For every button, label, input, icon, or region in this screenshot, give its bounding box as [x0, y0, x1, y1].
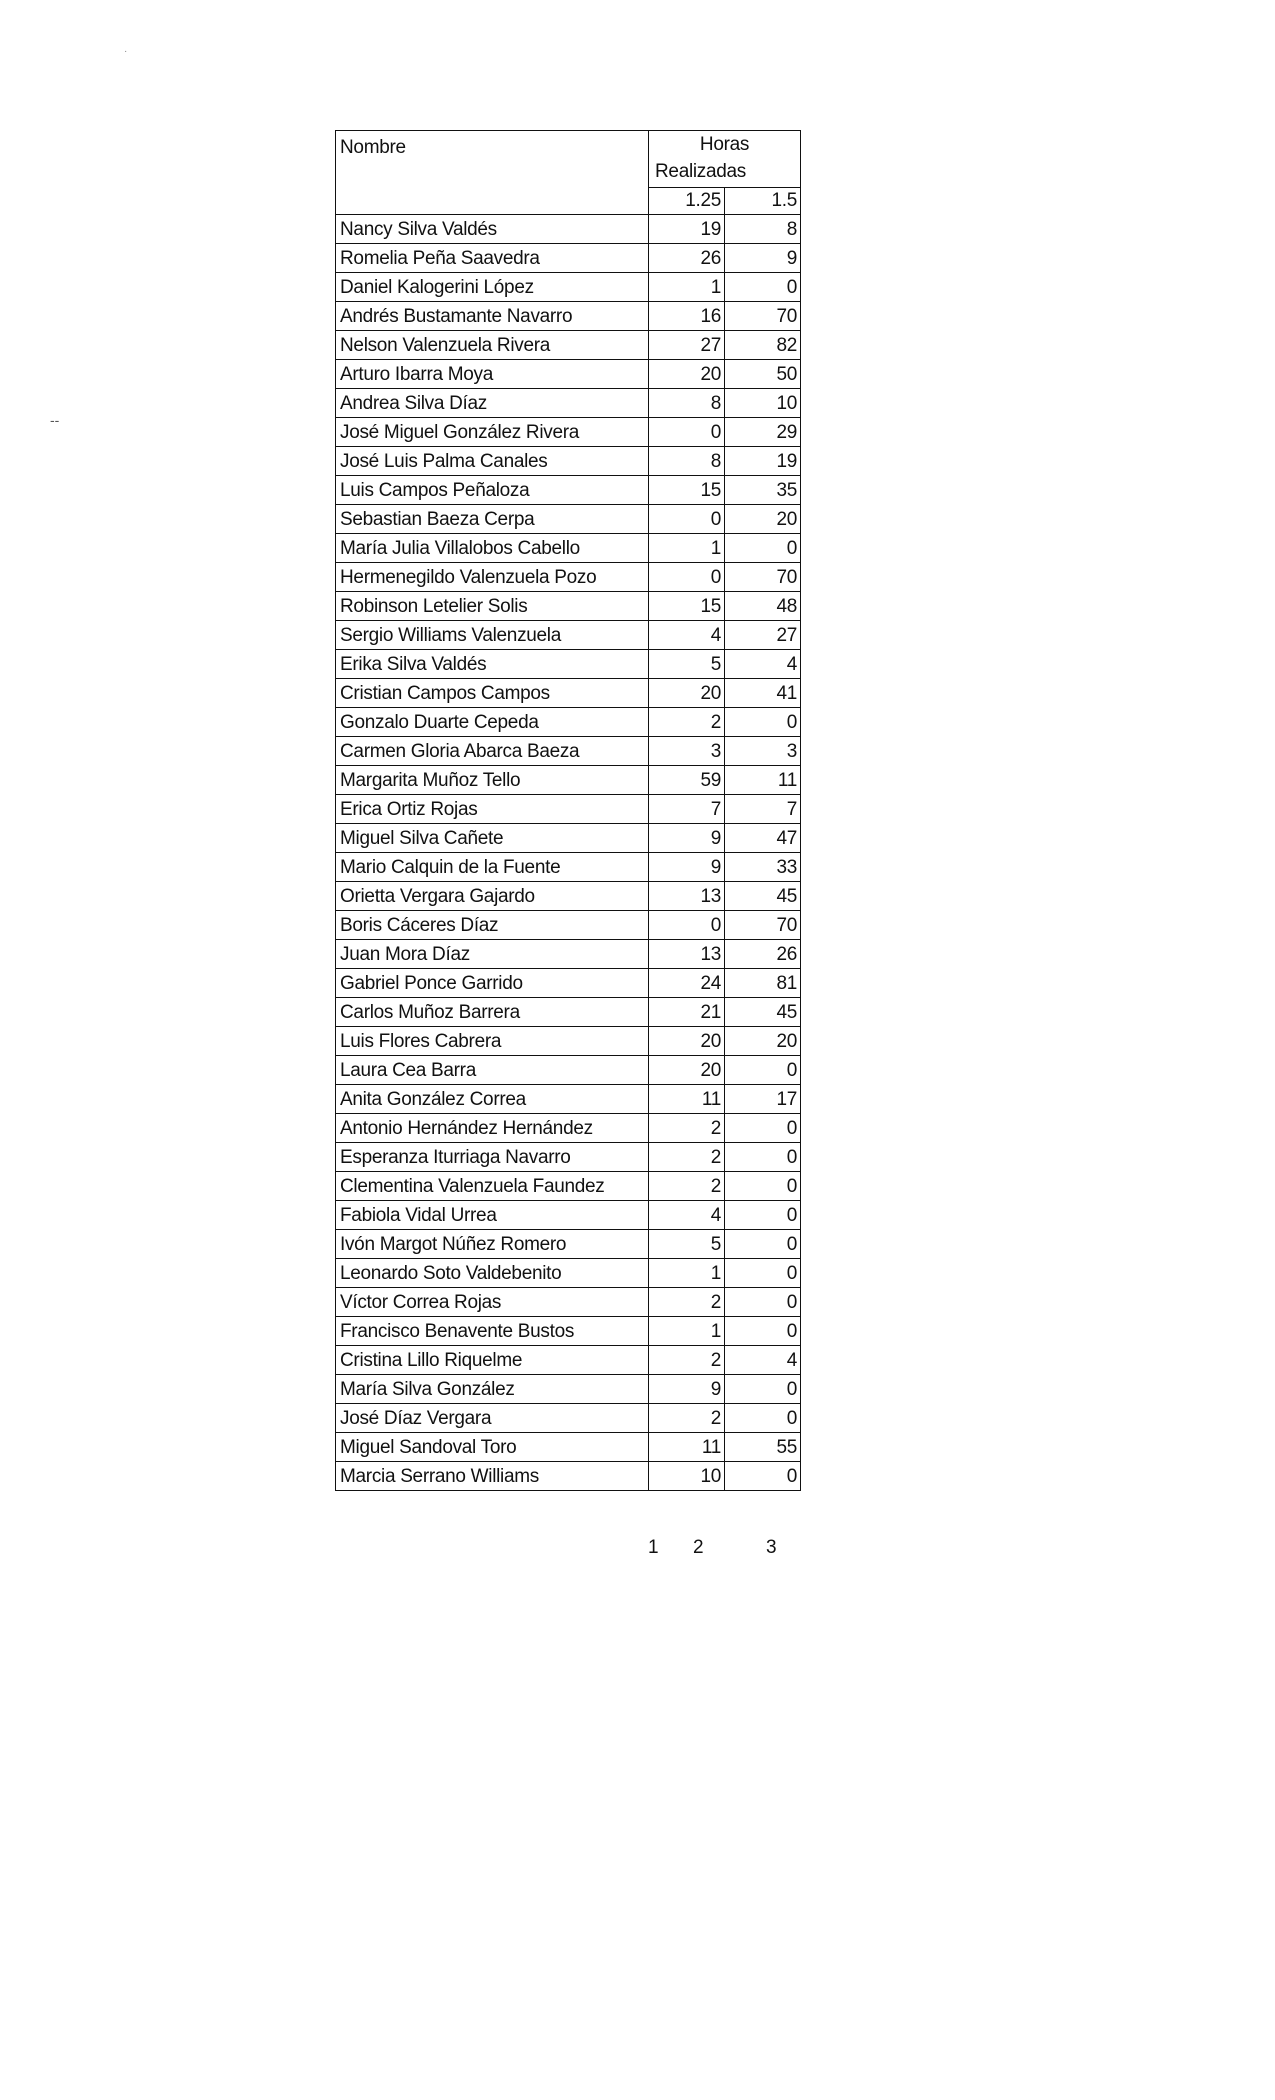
hours-125-cell: 1 — [649, 1317, 725, 1346]
employee-name-cell: Erica Ortiz Rojas — [336, 795, 649, 824]
employee-name-cell: Ivón Margot Núñez Romero — [336, 1230, 649, 1259]
table-row — [336, 1201, 801, 1230]
table-row — [336, 882, 801, 911]
table-row — [336, 331, 801, 360]
hours-125-cell: 2 — [649, 1143, 725, 1172]
hours-15-cell: 0 — [725, 1056, 801, 1085]
table-row — [336, 389, 801, 418]
table-row — [336, 1375, 801, 1404]
hours-header-line2: Realizadas — [655, 161, 746, 182]
employee-name-cell: Orietta Vergara Gajardo — [336, 882, 649, 911]
hours-125-cell: 1 — [649, 273, 725, 302]
hours-15-cell: 0 — [725, 1172, 801, 1201]
hours-15-cell: 26 — [725, 940, 801, 969]
employee-name-cell: Romelia Peña Saavedra — [336, 244, 649, 273]
hours-125-cell: 7 — [649, 795, 725, 824]
employee-name-cell: Esperanza Iturriaga Navarro — [336, 1143, 649, 1172]
hours-15-cell: 45 — [725, 882, 801, 911]
hours-125-cell: 11 — [649, 1433, 725, 1462]
hours-15-cell: 4 — [725, 650, 801, 679]
table-row — [336, 302, 801, 331]
employee-name-cell: Marcia Serrano Williams — [336, 1462, 649, 1491]
hours-15-cell: 0 — [725, 1114, 801, 1143]
table-row — [336, 998, 801, 1027]
employee-name-cell: Nelson Valenzuela Rivera — [336, 331, 649, 360]
hours-table — [335, 130, 801, 1491]
table-row — [336, 1259, 801, 1288]
employee-name-cell: Carmen Gloria Abarca Baeza — [336, 737, 649, 766]
hours-15-cell: 82 — [725, 331, 801, 360]
table-row — [336, 1230, 801, 1259]
hours-15-cell: 81 — [725, 969, 801, 998]
hours-15-cell: 29 — [725, 418, 801, 447]
hours-15-cell: 17 — [725, 1085, 801, 1114]
table-row — [336, 737, 801, 766]
table-row — [336, 592, 801, 621]
hours-125-cell: 20 — [649, 679, 725, 708]
hours-125-cell: 1 — [649, 1259, 725, 1288]
table-row — [336, 476, 801, 505]
hours-15-cell: 0 — [725, 273, 801, 302]
employee-name-cell: Francisco Benavente Bustos — [336, 1317, 649, 1346]
employee-name-cell: Luis Flores Cabrera — [336, 1027, 649, 1056]
table-row — [336, 795, 801, 824]
column-number-footer — [0, 1537, 1275, 1563]
table-row — [336, 1288, 801, 1317]
employee-name-cell: Robinson Letelier Solis — [336, 592, 649, 621]
hours-15-cell: 20 — [725, 505, 801, 534]
hours-15-cell: 70 — [725, 563, 801, 592]
hours-15-cell: 41 — [725, 679, 801, 708]
table-row — [336, 360, 801, 389]
table-row — [336, 1027, 801, 1056]
employee-name-cell: José Díaz Vergara — [336, 1404, 649, 1433]
employee-name-cell: Margarita Muñoz Tello — [336, 766, 649, 795]
table-row — [336, 940, 801, 969]
hours-15-cell: 27 — [725, 621, 801, 650]
employee-name-cell: Sergio Williams Valenzuela — [336, 621, 649, 650]
hours-15-cell: 0 — [725, 1259, 801, 1288]
employee-name-cell: Miguel Sandoval Toro — [336, 1433, 649, 1462]
hours-15-cell: 20 — [725, 1027, 801, 1056]
hours-15-cell: 7 — [725, 795, 801, 824]
hours-125-cell: 4 — [649, 1201, 725, 1230]
employee-name-cell: Gabriel Ponce Garrido — [336, 969, 649, 998]
hours-125-cell: 2 — [649, 1114, 725, 1143]
hours-15-cell: 19 — [725, 447, 801, 476]
table-row — [336, 1114, 801, 1143]
hours-125-cell: 20 — [649, 1027, 725, 1056]
hours-125-cell: 26 — [649, 244, 725, 273]
table-row — [336, 1346, 801, 1375]
table-row — [336, 853, 801, 882]
table-row — [336, 505, 801, 534]
hours-15-cell: 0 — [725, 1317, 801, 1346]
hours-125-cell: 5 — [649, 650, 725, 679]
table-row — [336, 1317, 801, 1346]
hours-15-cell: 70 — [725, 302, 801, 331]
hours-15-cell: 0 — [725, 1230, 801, 1259]
hours-15-cell: 55 — [725, 1433, 801, 1462]
table-row — [336, 650, 801, 679]
hours-125-cell: 4 — [649, 621, 725, 650]
employee-name-cell: Daniel Kalogerini López — [336, 273, 649, 302]
hours-15-cell: 0 — [725, 1375, 801, 1404]
footer-col-1: 1 — [648, 1537, 659, 1558]
hours-125-cell: 2 — [649, 1346, 725, 1375]
table-row — [336, 1143, 801, 1172]
hours-15-cell: 35 — [725, 476, 801, 505]
table-row — [336, 1462, 801, 1491]
hours-15-cell: 9 — [725, 244, 801, 273]
hours-15-cell: 0 — [725, 1404, 801, 1433]
hours-15-cell: 70 — [725, 911, 801, 940]
hours-125-cell: 13 — [649, 882, 725, 911]
hours-125-cell: 11 — [649, 1085, 725, 1114]
employee-name-cell: María Julia Villalobos Cabello — [336, 534, 649, 563]
hours-15-cell: 3 — [725, 737, 801, 766]
hours-15-cell: 48 — [725, 592, 801, 621]
employee-name-cell: Miguel Silva Cañete — [336, 824, 649, 853]
employee-name-cell: Fabiola Vidal Urrea — [336, 1201, 649, 1230]
hours-125-cell: 0 — [649, 911, 725, 940]
employee-name-cell: Hermenegildo Valenzuela Pozo — [336, 563, 649, 592]
employee-name-cell: José Luis Palma Canales — [336, 447, 649, 476]
hours-125-cell: 21 — [649, 998, 725, 1027]
employee-name-cell: Luis Campos Peñaloza — [336, 476, 649, 505]
hours-15-cell: 4 — [725, 1346, 801, 1375]
table-row — [336, 447, 801, 476]
hours-125-cell: 24 — [649, 969, 725, 998]
hours-15-cell: 0 — [725, 1288, 801, 1317]
table-row — [336, 621, 801, 650]
scan-speck: · — [124, 46, 128, 57]
table-row — [336, 679, 801, 708]
employee-name-cell: Sebastian Baeza Cerpa — [336, 505, 649, 534]
table-row — [336, 1056, 801, 1085]
table-row — [336, 1404, 801, 1433]
hours-125-cell: 27 — [649, 331, 725, 360]
table-row — [336, 215, 801, 244]
employee-name-cell: Antonio Hernández Hernández — [336, 1114, 649, 1143]
table-row — [336, 708, 801, 737]
table-row — [336, 273, 801, 302]
hours-15-cell: 33 — [725, 853, 801, 882]
employee-name-cell: Anita González Correa — [336, 1085, 649, 1114]
employee-name-cell: Mario Calquin de la Fuente — [336, 853, 649, 882]
hours-125-cell: 13 — [649, 940, 725, 969]
hours-125-cell: 16 — [649, 302, 725, 331]
footer-col-3: 3 — [766, 1537, 777, 1558]
hours-125-cell: 2 — [649, 1288, 725, 1317]
employee-name-cell: Cristina Lillo Riquelme — [336, 1346, 649, 1375]
hours-15-cell: 47 — [725, 824, 801, 853]
hours-header-line1: Horas — [699, 134, 750, 155]
hours-125-cell: 15 — [649, 592, 725, 621]
employee-name-cell: Víctor Correa Rojas — [336, 1288, 649, 1317]
table-row — [336, 534, 801, 563]
employee-name-cell: José Miguel González Rivera — [336, 418, 649, 447]
employee-name-cell: Arturo Ibarra Moya — [336, 360, 649, 389]
scan-dash-mark: -- — [50, 412, 60, 428]
name-column-header: Nombre — [336, 131, 649, 215]
table-row — [336, 1172, 801, 1201]
hours-125-cell: 20 — [649, 1056, 725, 1085]
employee-name-cell: Clementina Valenzuela Faundez — [336, 1172, 649, 1201]
hours-125-cell: 8 — [649, 389, 725, 418]
hours-125-cell: 9 — [649, 853, 725, 882]
employee-name-cell: Leonardo Soto Valdebenito — [336, 1259, 649, 1288]
hours-125-cell: 59 — [649, 766, 725, 795]
hours-15-cell: 8 — [725, 215, 801, 244]
employee-name-cell: Juan Mora Díaz — [336, 940, 649, 969]
hours-125-cell: 9 — [649, 1375, 725, 1404]
hours-125-cell: 2 — [649, 1172, 725, 1201]
hours-15-cell: 0 — [725, 1462, 801, 1491]
table-row — [336, 244, 801, 273]
hours-125-cell: 9 — [649, 824, 725, 853]
hours-125-cell: 0 — [649, 563, 725, 592]
table-row — [336, 824, 801, 853]
table-row — [336, 1433, 801, 1462]
header-row — [336, 131, 801, 188]
hours-125-cell: 1 — [649, 534, 725, 563]
hours-125-cell: 0 — [649, 418, 725, 447]
table-row — [336, 969, 801, 998]
employee-name-cell: Cristian Campos Campos — [336, 679, 649, 708]
hours-125-cell: 5 — [649, 1230, 725, 1259]
employee-name-cell: Erika Silva Valdés — [336, 650, 649, 679]
hours-15-cell: 11 — [725, 766, 801, 795]
employee-name-cell: María Silva González — [336, 1375, 649, 1404]
hours-125-cell: 15 — [649, 476, 725, 505]
employee-name-cell: Boris Cáceres Díaz — [336, 911, 649, 940]
footer-col-2: 2 — [693, 1537, 704, 1558]
hours-125-cell: 3 — [649, 737, 725, 766]
hours-15-cell: 0 — [725, 708, 801, 737]
employee-name-cell: Andrea Silva Díaz — [336, 389, 649, 418]
hours-15-cell: 45 — [725, 998, 801, 1027]
rate-15-header: 1.5 — [725, 188, 801, 215]
table-row — [336, 766, 801, 795]
hours-15-cell: 0 — [725, 1143, 801, 1172]
hours-column-header — [649, 131, 801, 188]
table-row — [336, 418, 801, 447]
hours-125-cell: 10 — [649, 1462, 725, 1491]
employee-name-cell: Carlos Muñoz Barrera — [336, 998, 649, 1027]
table-row — [336, 911, 801, 940]
employee-name-cell: Andrés Bustamante Navarro — [336, 302, 649, 331]
hours-15-cell: 0 — [725, 1201, 801, 1230]
hours-125-cell: 0 — [649, 505, 725, 534]
hours-15-cell: 10 — [725, 389, 801, 418]
employee-name-cell: Laura Cea Barra — [336, 1056, 649, 1085]
employee-name-cell: Nancy Silva Valdés — [336, 215, 649, 244]
employee-name-cell: Gonzalo Duarte Cepeda — [336, 708, 649, 737]
hours-15-cell: 0 — [725, 534, 801, 563]
hours-125-cell: 2 — [649, 708, 725, 737]
hours-125-cell: 20 — [649, 360, 725, 389]
table-row — [336, 563, 801, 592]
rate-125-header: 1.25 — [649, 188, 725, 215]
table-row — [336, 1085, 801, 1114]
hours-125-cell: 19 — [649, 215, 725, 244]
hours-125-cell: 8 — [649, 447, 725, 476]
hours-125-cell: 2 — [649, 1404, 725, 1433]
hours-15-cell: 50 — [725, 360, 801, 389]
